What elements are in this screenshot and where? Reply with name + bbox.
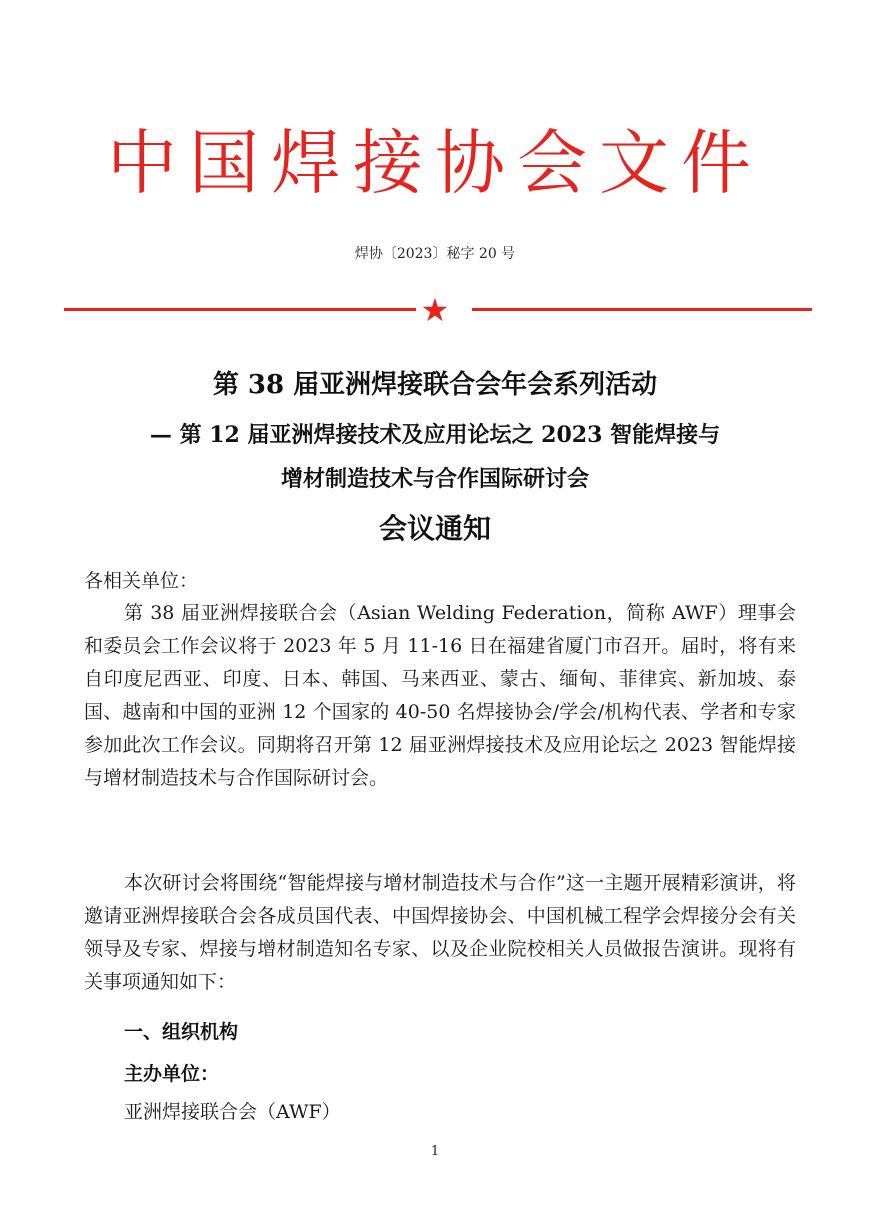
- organizer-label: 主办单位：: [124, 1063, 220, 1085]
- org-header-title: 中国焊接协会文件: [107, 122, 763, 204]
- notice-title: 会议通知: [378, 512, 491, 545]
- organizer-name: 亚洲焊接联合会（AWF）: [124, 1101, 341, 1123]
- section-1-heading: 一、组织机构: [124, 1021, 239, 1043]
- red-separator-left: [64, 308, 416, 311]
- title-line-2: — 第 12 届亚洲焊接技术及应用论坛之 2023 智能焊接与: [149, 422, 721, 448]
- title-line-1: 第 38 届亚洲焊接联合会年会系列活动: [212, 370, 658, 400]
- paragraph-1: 第 38 届亚洲焊接联合会（Asian Welding Federation，简称 AWF）理事会和委员会工作会议将于 2023 年 5 月 11-16 日在福建省厦门市召开。届时，将有来自印度尼西亚、印度、日本、韩国、马来西亚、蒙古、缅甸、菲律宾、新加坡、泰国、越南和中国的亚洲 12 个国家的 40-50 名焊接协会/学会/机构代表、学者和专家参加此次工作会议。同期将召开第 12 届亚洲焊接技术及应用论坛之 2023 智能焊接与增材制造技术与合作国际研讨会。: [84, 602, 796, 789]
- document-number: 焊协〔2023〕秘字 20 号: [354, 246, 516, 262]
- red-star-icon: ★: [420, 291, 450, 329]
- title-line-3: 增材制造技术与合作国际研讨会: [280, 466, 589, 492]
- paragraph-2: 本次研讨会将围绕“智能焊接与增材制造技术与合作”这一主题开展精彩演讲，将邀请亚洲焊接联合会各成员国代表、中国焊接协会、中国机械工程学会焊接分会有关领导及专家、焊接与增材制造知名专家、以及企业院校相关人员做报告演讲。现将有关事项通知如下：: [84, 872, 796, 993]
- page-number: 1: [430, 1144, 440, 1159]
- red-separator-right: [472, 308, 812, 311]
- salutation: 各相关单位：: [84, 570, 199, 592]
